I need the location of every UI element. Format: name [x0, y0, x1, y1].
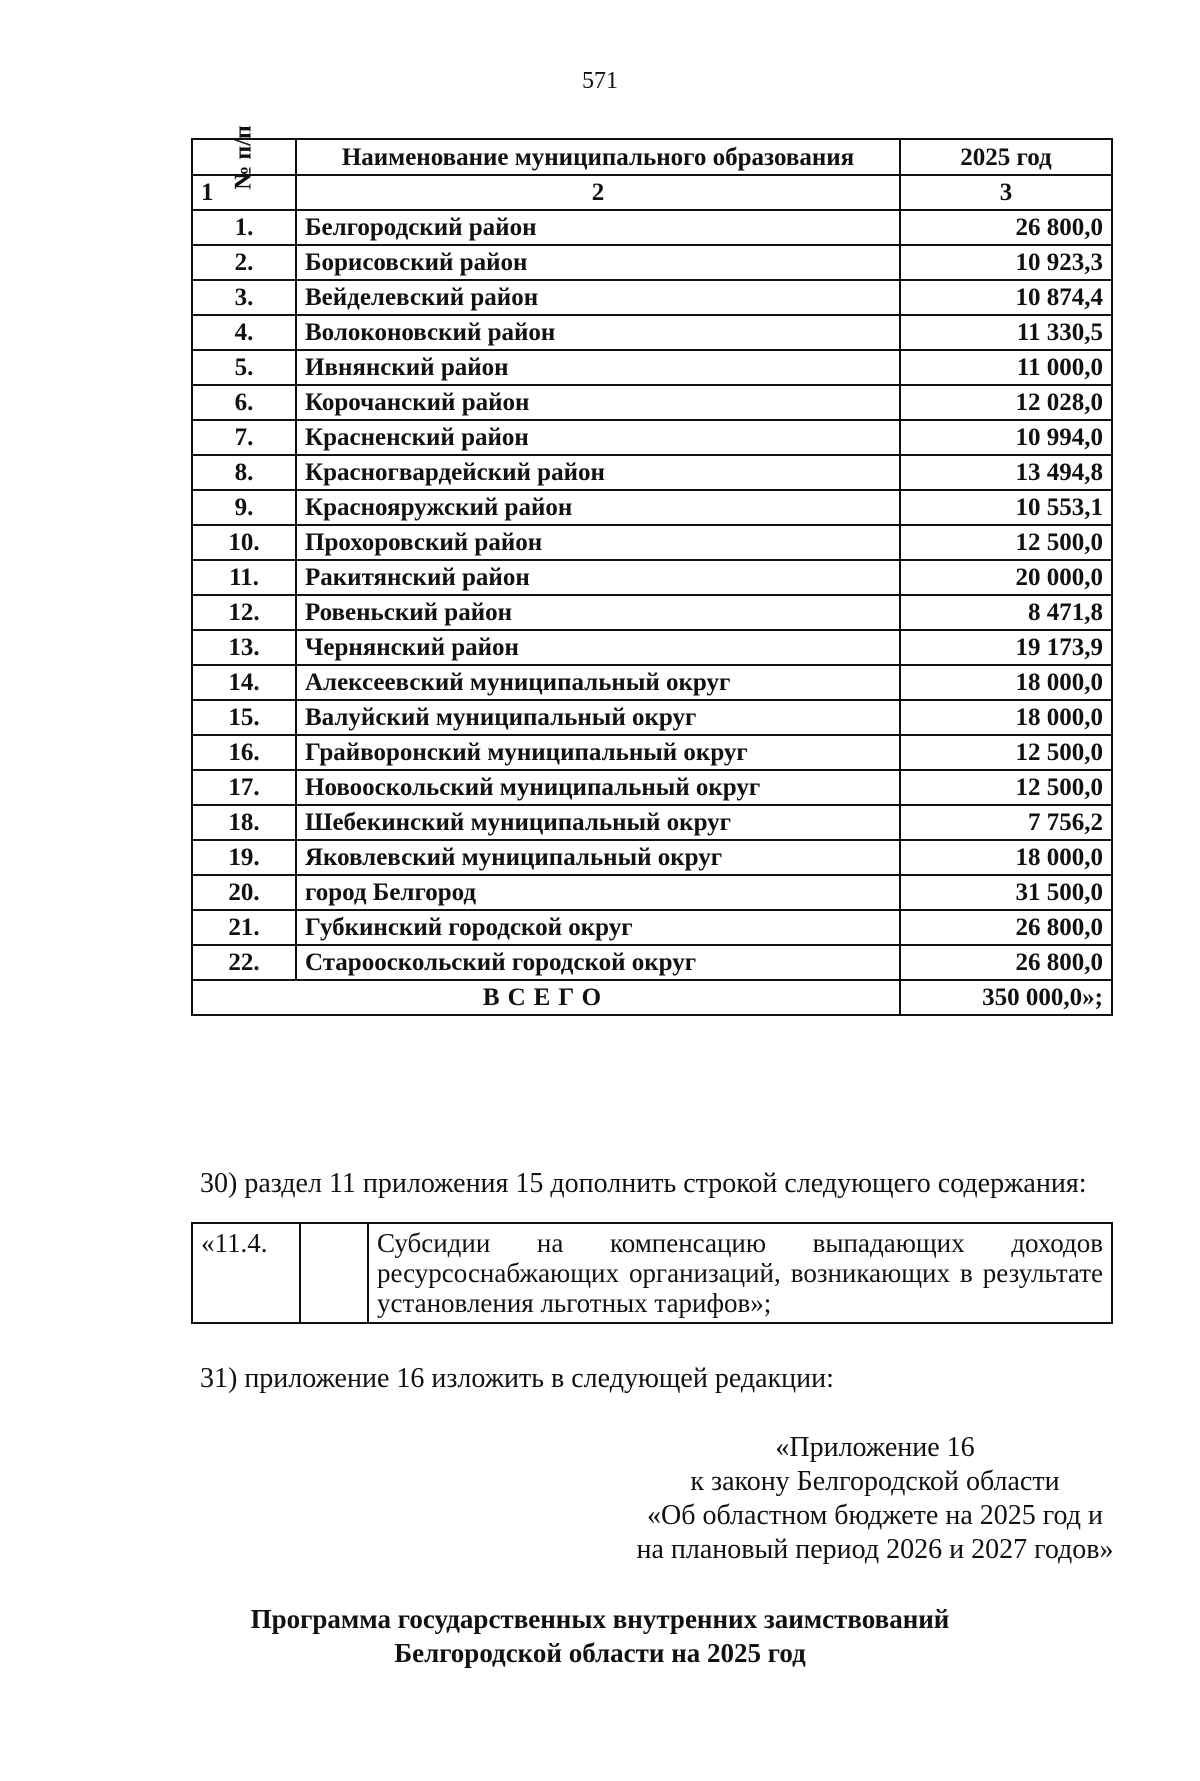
row-number: 9. [192, 490, 296, 525]
row-number: 21. [192, 910, 296, 945]
appendix-line: к закону Белгородской области [690, 1466, 1060, 1497]
row-name: Валуйский муниципальный округ [296, 700, 900, 735]
table-row [192, 525, 1112, 560]
row-value: 26 800,0 [900, 945, 1112, 980]
table-header-row [192, 139, 1112, 175]
row-name: Красногвардейский район [296, 455, 900, 490]
table-row [192, 280, 1112, 315]
column-index: 3 [900, 175, 1112, 210]
row-number: 3. [192, 280, 296, 315]
row-name: Вейделевский район [296, 280, 900, 315]
table-row [192, 245, 1112, 280]
row-number: 11. [192, 560, 296, 595]
row-number: 1. [192, 210, 296, 245]
row-value: 20 000,0 [900, 560, 1112, 595]
row-name: Белгородский район [296, 210, 900, 245]
page-number: 571 [582, 68, 618, 94]
appendix-header [595, 1431, 1155, 1567]
row-number: 22. [192, 945, 296, 980]
header-name: Наименование муниципального образования [296, 139, 900, 175]
row-name: Губкинский городской округ [296, 910, 900, 945]
row-value: 10 994,0 [900, 420, 1112, 455]
table-row [192, 945, 1112, 980]
row-number: 5. [192, 350, 296, 385]
appendix-line: на плановый период 2026 и 2027 годов» [636, 1534, 1114, 1565]
row-name: Корочанский район [296, 385, 900, 420]
row-value: 10 923,3 [900, 245, 1112, 280]
total-value: 350 000,0»; [900, 980, 1112, 1015]
row-value: 11 330,5 [900, 315, 1112, 350]
row-name: Алексеевский муниципальный округ [296, 665, 900, 700]
header-value: 2025 год [900, 139, 1112, 175]
addition-empty-cell [300, 1223, 368, 1323]
row-number: 13. [192, 630, 296, 665]
column-index: 1 [192, 175, 296, 210]
row-name: город Белгород [296, 875, 900, 910]
header-no [192, 125, 296, 190]
row-number: 18. [192, 805, 296, 840]
table-row [192, 385, 1112, 420]
table-row [192, 840, 1112, 875]
table-row [192, 455, 1112, 490]
row-name: Красненский район [296, 420, 900, 455]
row-name: Ивнянский район [296, 350, 900, 385]
table-row [192, 315, 1112, 350]
row-name: Грайворонский муниципальный округ [296, 735, 900, 770]
program-title [0, 1602, 1200, 1670]
header-no-label: № п/п [230, 125, 257, 190]
row-name: Ровеньский район [296, 595, 900, 630]
table-row [192, 560, 1112, 595]
row-number: 15. [192, 700, 296, 735]
subsidy-table [191, 125, 1113, 1016]
appendix-line: «Приложение 16 [775, 1432, 975, 1463]
addition-text: Субсидии на компенсацию выпадающих доходов ресурсоснабжающих организаций, возникающих в результате установления льготных тарифов»; [368, 1223, 1112, 1323]
program-title-line: Белгородской области на 2025 год [394, 1638, 806, 1668]
row-name: Старооскольский городской округ [296, 945, 900, 980]
table-row [192, 595, 1112, 630]
column-index: 2 [296, 175, 900, 210]
total-row [192, 980, 1112, 1015]
row-value: 18 000,0 [900, 700, 1112, 735]
row-number: 16. [192, 735, 296, 770]
table-body [192, 175, 1112, 1015]
addition-row [192, 1223, 1112, 1323]
row-number: 7. [192, 420, 296, 455]
row-number: 6. [192, 385, 296, 420]
table-row [192, 350, 1112, 385]
row-value: 18 000,0 [900, 840, 1112, 875]
row-value: 12 500,0 [900, 525, 1112, 560]
paragraph-31: 31) приложение 16 изложить в следующей редакции: [200, 1363, 834, 1394]
paragraph-30: 30) раздел 11 приложения 15 дополнить строкой следующего содержания: [200, 1168, 1087, 1199]
program-title-line: Программа государственных внутренних заимствований [250, 1604, 950, 1634]
row-number: 10. [192, 525, 296, 560]
row-value: 12 500,0 [900, 770, 1112, 805]
row-value: 8 471,8 [900, 595, 1112, 630]
row-number: 20. [192, 875, 296, 910]
row-number: 14. [192, 665, 296, 700]
row-number: 2. [192, 245, 296, 280]
addition-table [191, 1222, 1113, 1324]
row-value: 26 800,0 [900, 210, 1112, 245]
row-number: 12. [192, 595, 296, 630]
row-name: Краснояружский район [296, 490, 900, 525]
addition-code: «11.4. [192, 1223, 300, 1323]
row-value: 11 000,0 [900, 350, 1112, 385]
row-name: Борисовский район [296, 245, 900, 280]
table-row [192, 770, 1112, 805]
row-name: Яковлевский муниципальный округ [296, 840, 900, 875]
row-value: 12 028,0 [900, 385, 1112, 420]
row-name: Шебекинский муниципальный округ [296, 805, 900, 840]
table-row [192, 805, 1112, 840]
row-value: 7 756,2 [900, 805, 1112, 840]
row-value: 19 173,9 [900, 630, 1112, 665]
row-name: Чернянский район [296, 630, 900, 665]
row-value: 31 500,0 [900, 875, 1112, 910]
row-value: 10 553,1 [900, 490, 1112, 525]
table-row [192, 210, 1112, 245]
table-row [192, 630, 1112, 665]
table-row [192, 490, 1112, 525]
row-number: 8. [192, 455, 296, 490]
row-number: 4. [192, 315, 296, 350]
total-label: ВСЕГО [192, 980, 900, 1015]
row-number: 17. [192, 770, 296, 805]
row-name: Новооскольский муниципальный округ [296, 770, 900, 805]
row-value: 12 500,0 [900, 735, 1112, 770]
column-index-row [192, 175, 1112, 210]
row-number: 19. [192, 840, 296, 875]
row-value: 10 874,4 [900, 280, 1112, 315]
table-row [192, 735, 1112, 770]
table-row [192, 420, 1112, 455]
row-name: Прохоровский район [296, 525, 900, 560]
appendix-line: «Об областном бюджете на 2025 год и [647, 1500, 1103, 1531]
table-row [192, 875, 1112, 910]
table-row [192, 700, 1112, 735]
row-value: 13 494,8 [900, 455, 1112, 490]
row-value: 18 000,0 [900, 665, 1112, 700]
table-row [192, 910, 1112, 945]
row-value: 26 800,0 [900, 910, 1112, 945]
row-name: Ракитянский район [296, 560, 900, 595]
table-row [192, 665, 1112, 700]
row-name: Волоконовский район [296, 315, 900, 350]
